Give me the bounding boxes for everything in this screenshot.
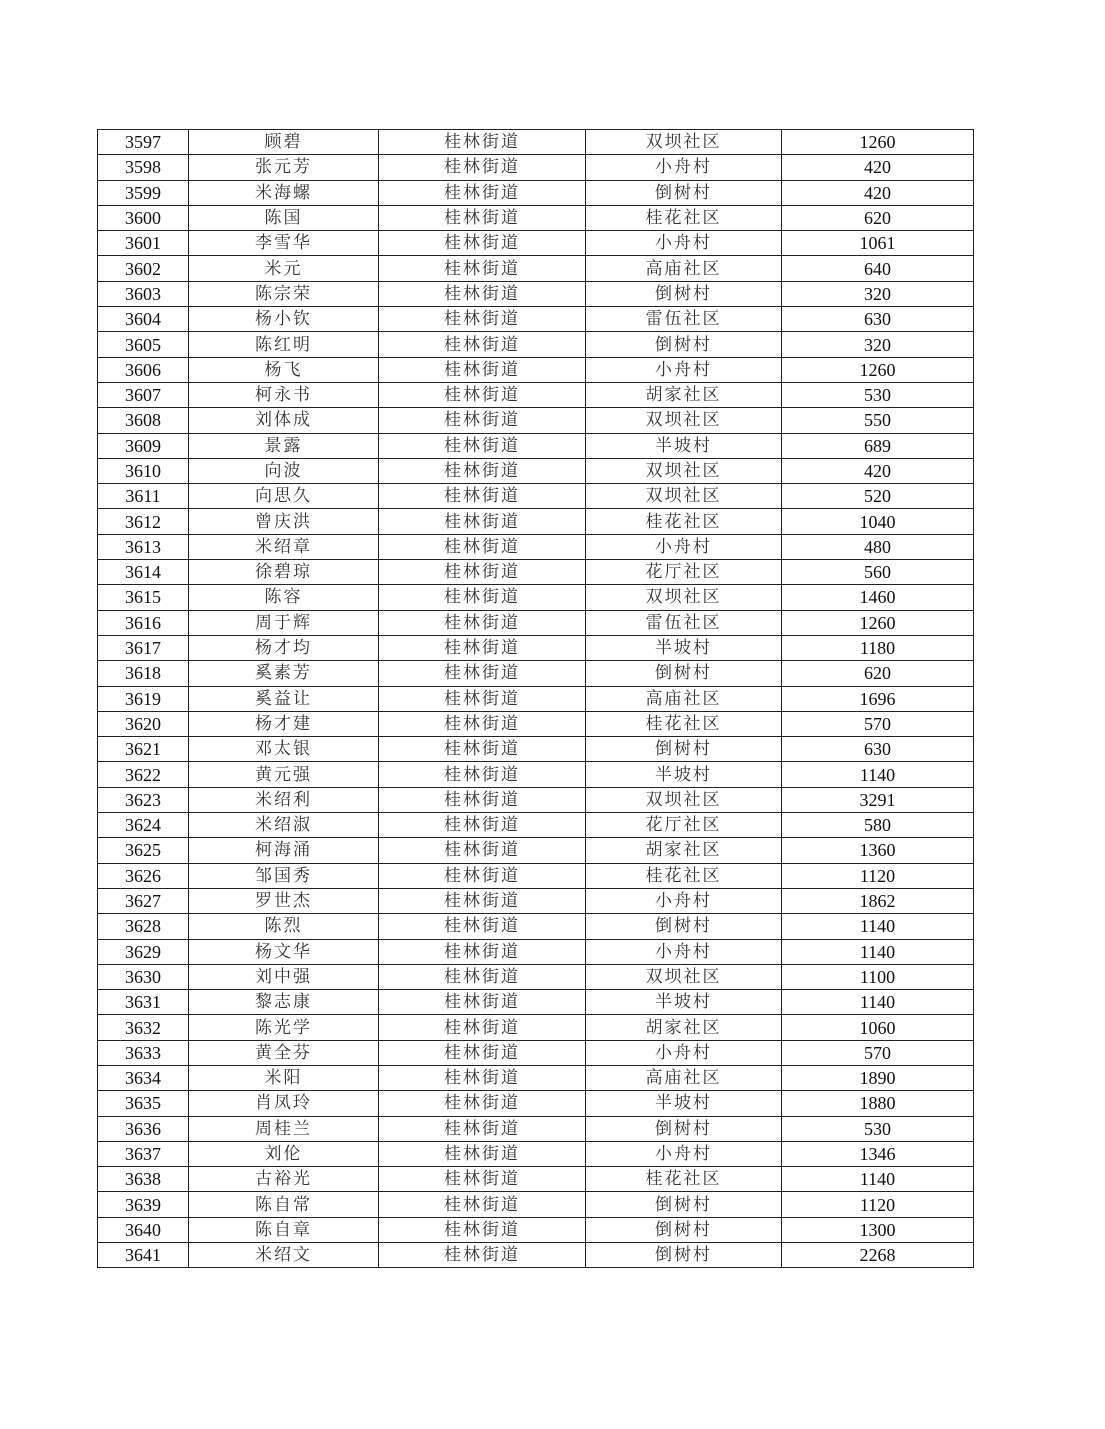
cell-person-name: 向波 [189,458,379,483]
cell-amount: 420 [782,458,974,483]
cell-serial-number: 3603 [98,281,189,306]
cell-street: 桂林街道 [379,1141,586,1166]
table-row [98,1167,974,1192]
table-row [98,1091,974,1116]
cell-serial-number: 3607 [98,382,189,407]
table-row [98,711,974,736]
cell-community: 倒树村 [586,1243,782,1268]
cell-street: 桂林街道 [379,762,586,787]
cell-street: 桂林街道 [379,534,586,559]
cell-serial-number: 3628 [98,914,189,939]
cell-serial-number: 3618 [98,661,189,686]
cell-amount: 1360 [782,838,974,863]
cell-street: 桂林街道 [379,1091,586,1116]
cell-serial-number: 3635 [98,1091,189,1116]
table-row [98,1141,974,1166]
cell-street: 桂林街道 [379,357,586,382]
cell-person-name: 杨飞 [189,357,379,382]
cell-amount: 1140 [782,762,974,787]
cell-community: 倒树村 [586,281,782,306]
cell-serial-number: 3633 [98,1040,189,1065]
cell-amount: 530 [782,1116,974,1141]
cell-community: 双坝社区 [586,408,782,433]
cell-community: 倒树村 [586,1116,782,1141]
cell-person-name: 杨才建 [189,711,379,736]
table-row [98,914,974,939]
cell-person-name: 陈烈 [189,914,379,939]
cell-serial-number: 3631 [98,990,189,1015]
cell-serial-number: 3634 [98,1065,189,1090]
cell-serial-number: 3622 [98,762,189,787]
cell-amount: 550 [782,408,974,433]
cell-person-name: 张元芳 [189,155,379,180]
table-row [98,484,974,509]
cell-community: 半坡村 [586,433,782,458]
cell-community: 桂花社区 [586,509,782,534]
cell-serial-number: 3638 [98,1167,189,1192]
table-row [98,382,974,407]
cell-amount: 1460 [782,585,974,610]
cell-serial-number: 3601 [98,231,189,256]
cell-street: 桂林街道 [379,1243,586,1268]
cell-person-name: 米阳 [189,1065,379,1090]
cell-amount: 1346 [782,1141,974,1166]
cell-person-name: 刘中强 [189,964,379,989]
cell-person-name: 米海螺 [189,180,379,205]
cell-community: 倒树村 [586,1192,782,1217]
cell-amount: 1862 [782,888,974,913]
cell-amount: 570 [782,711,974,736]
cell-street: 桂林街道 [379,635,586,660]
cell-person-name: 米绍利 [189,787,379,812]
cell-person-name: 周桂兰 [189,1116,379,1141]
cell-person-name: 奚益让 [189,686,379,711]
cell-community: 胡家社区 [586,1015,782,1040]
cell-person-name: 邓太银 [189,737,379,762]
cell-street: 桂林街道 [379,205,586,230]
cell-amount: 630 [782,307,974,332]
cell-serial-number: 3630 [98,964,189,989]
cell-street: 桂林街道 [379,1065,586,1090]
cell-amount: 530 [782,382,974,407]
table-row [98,762,974,787]
cell-person-name: 罗世杰 [189,888,379,913]
table-row [98,610,974,635]
cell-amount: 1120 [782,1192,974,1217]
table-row [98,1065,974,1090]
cell-serial-number: 3616 [98,610,189,635]
cell-person-name: 米绍章 [189,534,379,559]
cell-street: 桂林街道 [379,737,586,762]
cell-serial-number: 3623 [98,787,189,812]
table-row [98,964,974,989]
cell-community: 倒树村 [586,180,782,205]
cell-serial-number: 3629 [98,939,189,964]
cell-community: 倒树村 [586,661,782,686]
cell-serial-number: 3625 [98,838,189,863]
cell-serial-number: 3624 [98,813,189,838]
table-row [98,813,974,838]
cell-street: 桂林街道 [379,964,586,989]
cell-street: 桂林街道 [379,1167,586,1192]
cell-amount: 1140 [782,939,974,964]
cell-community: 半坡村 [586,762,782,787]
cell-amount: 580 [782,813,974,838]
cell-serial-number: 3611 [98,484,189,509]
table-row [98,990,974,1015]
cell-street: 桂林街道 [379,560,586,585]
cell-amount: 1880 [782,1091,974,1116]
cell-serial-number: 3605 [98,332,189,357]
cell-serial-number: 3598 [98,155,189,180]
cell-serial-number: 3619 [98,686,189,711]
cell-street: 桂林街道 [379,281,586,306]
table-row [98,155,974,180]
cell-street: 桂林街道 [379,838,586,863]
cell-community: 桂花社区 [586,711,782,736]
cell-amount: 1060 [782,1015,974,1040]
table-row [98,256,974,281]
cell-community: 花厅社区 [586,813,782,838]
cell-community: 小舟村 [586,534,782,559]
cell-street: 桂林街道 [379,1015,586,1040]
cell-amount: 630 [782,737,974,762]
cell-person-name: 陈容 [189,585,379,610]
table-row [98,509,974,534]
cell-amount: 620 [782,661,974,686]
cell-person-name: 黄元强 [189,762,379,787]
cell-amount: 480 [782,534,974,559]
cell-person-name: 陈自章 [189,1217,379,1242]
cell-street: 桂林街道 [379,610,586,635]
cell-street: 桂林街道 [379,509,586,534]
cell-person-name: 杨才均 [189,635,379,660]
cell-serial-number: 3627 [98,888,189,913]
cell-amount: 1140 [782,1167,974,1192]
cell-community: 胡家社区 [586,382,782,407]
cell-amount: 1260 [782,610,974,635]
cell-person-name: 柯海涌 [189,838,379,863]
cell-person-name: 邹国秀 [189,863,379,888]
cell-community: 高庙社区 [586,256,782,281]
cell-person-name: 刘伦 [189,1141,379,1166]
cell-serial-number: 3597 [98,130,189,155]
table-row [98,357,974,382]
table-row [98,130,974,155]
roster-table [97,129,974,1268]
cell-person-name: 李雪华 [189,231,379,256]
cell-community: 雷伍社区 [586,610,782,635]
cell-amount: 1040 [782,509,974,534]
cell-serial-number: 3637 [98,1141,189,1166]
cell-serial-number: 3636 [98,1116,189,1141]
cell-amount: 420 [782,180,974,205]
table-row [98,661,974,686]
cell-amount: 570 [782,1040,974,1065]
cell-street: 桂林街道 [379,888,586,913]
cell-community: 雷伍社区 [586,307,782,332]
cell-serial-number: 3608 [98,408,189,433]
cell-person-name: 陈宗荣 [189,281,379,306]
cell-street: 桂林街道 [379,661,586,686]
cell-serial-number: 3621 [98,737,189,762]
table-row [98,737,974,762]
cell-street: 桂林街道 [379,787,586,812]
table-row [98,1192,974,1217]
cell-amount: 1260 [782,357,974,382]
cell-street: 桂林街道 [379,711,586,736]
table-row [98,231,974,256]
cell-serial-number: 3620 [98,711,189,736]
cell-person-name: 肖凤玲 [189,1091,379,1116]
cell-serial-number: 3615 [98,585,189,610]
cell-person-name: 陈红明 [189,332,379,357]
cell-street: 桂林街道 [379,231,586,256]
table-row [98,585,974,610]
cell-street: 桂林街道 [379,939,586,964]
cell-community: 高庙社区 [586,686,782,711]
table-row [98,863,974,888]
cell-person-name: 曾庆洪 [189,509,379,534]
table-row [98,332,974,357]
cell-community: 双坝社区 [586,585,782,610]
cell-serial-number: 3606 [98,357,189,382]
cell-community: 半坡村 [586,990,782,1015]
table-row [98,458,974,483]
cell-person-name: 徐碧琼 [189,560,379,585]
cell-street: 桂林街道 [379,180,586,205]
table-row [98,1116,974,1141]
cell-community: 倒树村 [586,737,782,762]
cell-community: 双坝社区 [586,130,782,155]
cell-amount: 1696 [782,686,974,711]
table-row [98,838,974,863]
table-row [98,307,974,332]
cell-serial-number: 3614 [98,560,189,585]
cell-street: 桂林街道 [379,863,586,888]
table-row [98,408,974,433]
cell-street: 桂林街道 [379,256,586,281]
cell-street: 桂林街道 [379,1040,586,1065]
cell-serial-number: 3602 [98,256,189,281]
cell-street: 桂林街道 [379,813,586,838]
cell-person-name: 米绍文 [189,1243,379,1268]
cell-person-name: 杨小钦 [189,307,379,332]
cell-amount: 420 [782,155,974,180]
table-row [98,281,974,306]
cell-amount: 620 [782,205,974,230]
cell-amount: 689 [782,433,974,458]
cell-street: 桂林街道 [379,1217,586,1242]
cell-street: 桂林街道 [379,990,586,1015]
cell-community: 小舟村 [586,888,782,913]
table-row [98,1015,974,1040]
cell-person-name: 景露 [189,433,379,458]
cell-amount: 1260 [782,130,974,155]
cell-community: 桂花社区 [586,205,782,230]
cell-person-name: 陈自常 [189,1192,379,1217]
cell-community: 桂花社区 [586,1167,782,1192]
cell-person-name: 米绍淑 [189,813,379,838]
cell-person-name: 柯永书 [189,382,379,407]
cell-serial-number: 3632 [98,1015,189,1040]
cell-community: 花厅社区 [586,560,782,585]
cell-person-name: 陈国 [189,205,379,230]
cell-person-name: 陈光学 [189,1015,379,1040]
cell-community: 小舟村 [586,357,782,382]
table-row [98,1217,974,1242]
table-row [98,1243,974,1268]
cell-community: 半坡村 [586,635,782,660]
cell-person-name: 奚素芳 [189,661,379,686]
cell-street: 桂林街道 [379,686,586,711]
cell-serial-number: 3612 [98,509,189,534]
cell-street: 桂林街道 [379,408,586,433]
cell-person-name: 黄全芬 [189,1040,379,1065]
cell-person-name: 杨文华 [189,939,379,964]
cell-street: 桂林街道 [379,332,586,357]
cell-serial-number: 3626 [98,863,189,888]
cell-community: 倒树村 [586,1217,782,1242]
cell-amount: 320 [782,281,974,306]
cell-community: 桂花社区 [586,863,782,888]
cell-serial-number: 3609 [98,433,189,458]
cell-street: 桂林街道 [379,307,586,332]
cell-serial-number: 3599 [98,180,189,205]
table-row [98,939,974,964]
cell-community: 双坝社区 [586,458,782,483]
table-row [98,534,974,559]
cell-amount: 1300 [782,1217,974,1242]
table-row [98,1040,974,1065]
cell-community: 双坝社区 [586,964,782,989]
cell-serial-number: 3613 [98,534,189,559]
cell-community: 小舟村 [586,939,782,964]
cell-serial-number: 3604 [98,307,189,332]
cell-street: 桂林街道 [379,585,586,610]
cell-street: 桂林街道 [379,130,586,155]
cell-serial-number: 3610 [98,458,189,483]
cell-street: 桂林街道 [379,155,586,180]
cell-community: 双坝社区 [586,484,782,509]
cell-amount: 520 [782,484,974,509]
cell-amount: 1100 [782,964,974,989]
roster-table-body [98,130,974,1268]
cell-amount: 1140 [782,914,974,939]
cell-community: 半坡村 [586,1091,782,1116]
table-row [98,180,974,205]
cell-amount: 1120 [782,863,974,888]
cell-community: 小舟村 [586,1040,782,1065]
cell-serial-number: 3640 [98,1217,189,1242]
cell-amount: 640 [782,256,974,281]
cell-street: 桂林街道 [379,433,586,458]
cell-serial-number: 3617 [98,635,189,660]
cell-amount: 1180 [782,635,974,660]
table-row [98,205,974,230]
cell-amount: 320 [782,332,974,357]
cell-street: 桂林街道 [379,382,586,407]
cell-serial-number: 3600 [98,205,189,230]
cell-person-name: 米元 [189,256,379,281]
table-row [98,635,974,660]
table-row [98,787,974,812]
cell-serial-number: 3639 [98,1192,189,1217]
table-row [98,560,974,585]
cell-community: 胡家社区 [586,838,782,863]
cell-person-name: 向思久 [189,484,379,509]
cell-street: 桂林街道 [379,1192,586,1217]
cell-community: 倒树村 [586,332,782,357]
table-row [98,686,974,711]
cell-amount: 1140 [782,990,974,1015]
cell-amount: 3291 [782,787,974,812]
cell-person-name: 古裕光 [189,1167,379,1192]
cell-community: 小舟村 [586,1141,782,1166]
table-row [98,888,974,913]
cell-street: 桂林街道 [379,1116,586,1141]
table-row [98,433,974,458]
cell-serial-number: 3641 [98,1243,189,1268]
cell-amount: 2268 [782,1243,974,1268]
cell-person-name: 黎志康 [189,990,379,1015]
cell-amount: 1890 [782,1065,974,1090]
cell-street: 桂林街道 [379,458,586,483]
cell-amount: 1061 [782,231,974,256]
cell-person-name: 周于辉 [189,610,379,635]
cell-community: 双坝社区 [586,787,782,812]
cell-person-name: 刘体成 [189,408,379,433]
cell-amount: 560 [782,560,974,585]
cell-street: 桂林街道 [379,914,586,939]
cell-street: 桂林街道 [379,484,586,509]
cell-community: 高庙社区 [586,1065,782,1090]
cell-community: 倒树村 [586,914,782,939]
cell-person-name: 顾碧 [189,130,379,155]
cell-community: 小舟村 [586,231,782,256]
cell-community: 小舟村 [586,155,782,180]
